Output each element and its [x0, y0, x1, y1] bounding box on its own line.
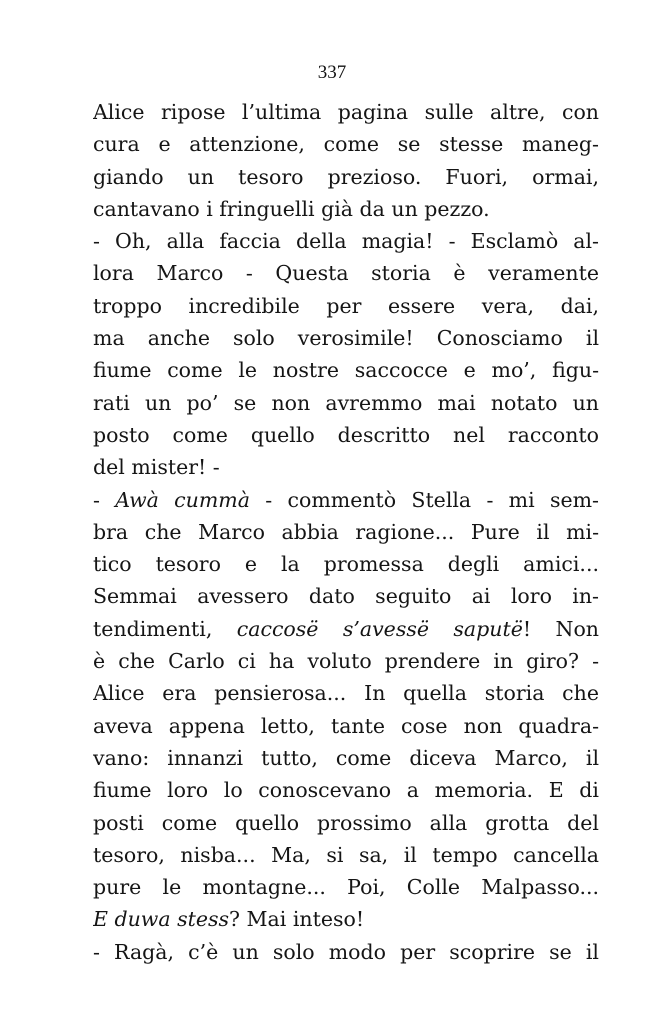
- text-run: ma anche solo verosimile! Conosciamo il: [93, 326, 599, 351]
- text-run: ? Mai inteso!: [229, 907, 365, 932]
- text-run: cantavano i fringuelli già da un pezzo.: [93, 196, 490, 221]
- text-run: vano: innanzi tutto, come diceva Marco, il: [93, 745, 599, 770]
- italic-text-run: Awà cummà: [115, 487, 250, 512]
- text-run: Alice era pensierosa... In quella storia che: [93, 681, 599, 706]
- text-line: [93, 936, 599, 968]
- text-line: [93, 516, 599, 548]
- text-line: [93, 839, 599, 871]
- text-line: [93, 290, 599, 322]
- text-run: ! Non: [522, 616, 599, 641]
- text-line: [93, 645, 599, 677]
- text-line: [93, 354, 599, 386]
- text-run: cura e attenzione, come se stesse maneg-: [93, 132, 599, 157]
- text-run: posto come quello descritto nel racconto: [93, 422, 599, 447]
- text-run: bra che Marco abbia ragione... Pure il mi-: [93, 519, 599, 544]
- text-line: [93, 774, 599, 806]
- text-run: fiume loro lo conoscevano a memoria. E di: [93, 778, 599, 803]
- text-run: giando un tesoro prezioso. Fuori, ormai,: [93, 164, 599, 189]
- text-line: [93, 419, 599, 451]
- italic-text-run: E duwa stess: [93, 907, 230, 932]
- text-line: [93, 871, 599, 903]
- text-run: - Ragà, c’è un solo modo per scoprire se il: [93, 939, 599, 964]
- text-line: [93, 387, 599, 419]
- text-run: del mister! -: [93, 455, 220, 480]
- page-number: 337: [317, 62, 347, 83]
- text-line: [93, 451, 599, 483]
- text-run: -: [93, 487, 116, 512]
- text-run: tesoro, nisba... Ma, si sa, il tempo cancella: [93, 842, 599, 867]
- text-line: [93, 96, 599, 128]
- text-line: [93, 710, 599, 742]
- text-line: [93, 548, 599, 580]
- text-run: - commentò Stella - mi sem-: [249, 487, 599, 512]
- text-run: posti come quello prossimo alla grotta del: [93, 810, 599, 835]
- text-run: troppo incredibile per essere vera, dai,: [93, 293, 599, 318]
- text-line: [93, 742, 599, 774]
- text-run: pure le montagne... Poi, Colle Malpasso...: [93, 875, 599, 900]
- text-run: è che Carlo ci ha voluto prendere in giro? -: [93, 649, 599, 674]
- text-line: [93, 257, 599, 289]
- text-line: [93, 677, 599, 709]
- text-line: [93, 613, 599, 645]
- text-line: [93, 903, 599, 935]
- body-text: [93, 96, 599, 968]
- text-line: [93, 128, 599, 160]
- text-run: tico tesoro e la promessa degli amici...: [93, 552, 599, 577]
- text-line: [93, 580, 599, 612]
- text-run: lora Marco - Questa storia è veramente: [93, 261, 599, 286]
- text-run: fiume come le nostre saccocce e mo’, figu-: [93, 358, 599, 383]
- text-line: [93, 807, 599, 839]
- text-run: tendimenti,: [93, 616, 237, 641]
- text-line: [93, 193, 599, 225]
- text-line: [93, 322, 599, 354]
- italic-text-run: caccosë s’avessë saputë: [236, 616, 523, 641]
- text-run: aveva appena letto, tante cose non quadra-: [93, 713, 599, 738]
- text-run: rati un po’ se non avremmo mai notato un: [93, 390, 599, 415]
- text-run: - Oh, alla faccia della magia! - Esclamò al-: [93, 229, 599, 254]
- text-run: Semmai avessero dato seguito ai loro in-: [93, 584, 599, 609]
- text-line: [93, 225, 599, 257]
- text-run: Alice ripose l’ultima pagina sulle altre, con: [93, 100, 599, 124]
- text-line: [93, 484, 599, 516]
- text-line: [93, 161, 599, 193]
